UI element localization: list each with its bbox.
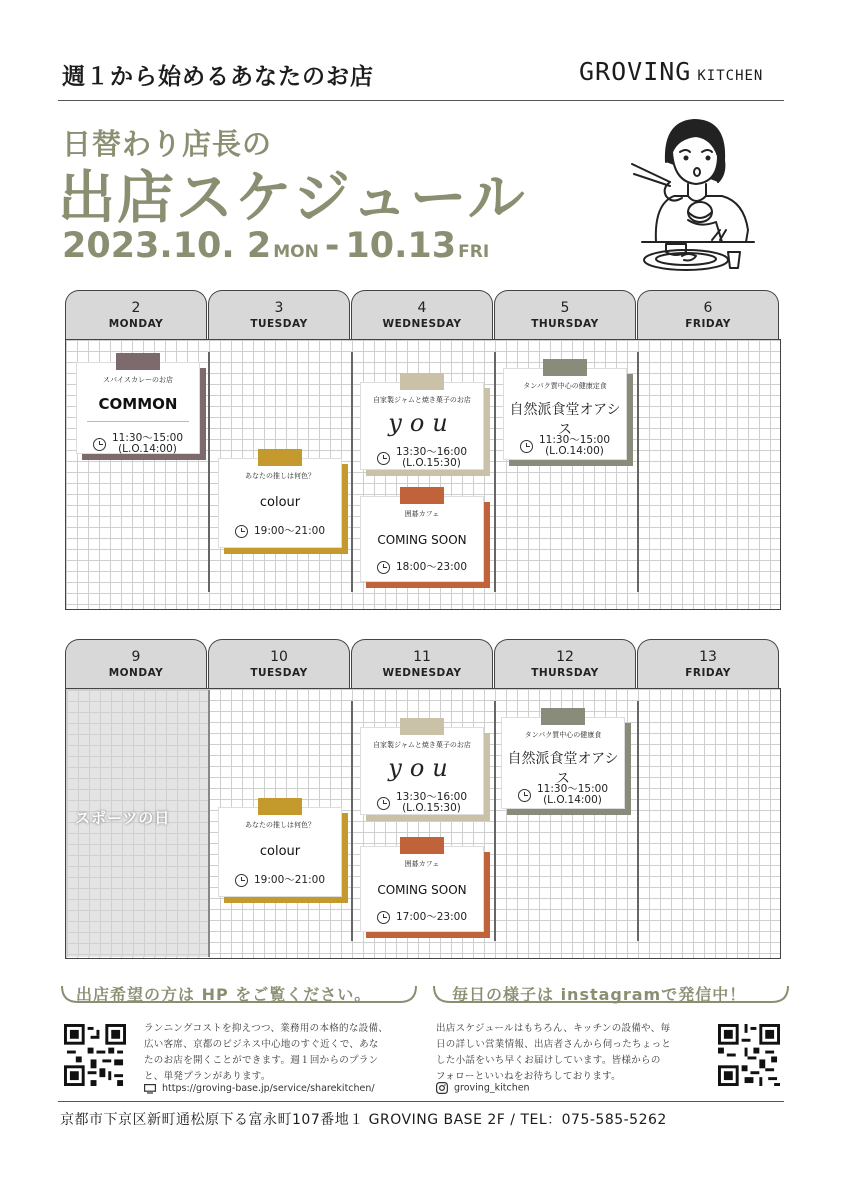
day-number: 3: [274, 300, 284, 316]
shop-card-you: [360, 727, 484, 815]
tape: [400, 718, 444, 735]
shop-card-colour: [218, 458, 342, 548]
right-description-line: フォローといいねをお待ちしております。: [436, 1071, 621, 1082]
opening-hours: [219, 525, 341, 538]
page-title: 出店スケジュール: [58, 165, 527, 231]
clock-icon: [518, 789, 531, 802]
clock-icon: [377, 797, 390, 810]
brand-logo: [579, 57, 763, 86]
day-number: 9: [131, 649, 141, 665]
hp-link[interactable]: [144, 1083, 375, 1094]
column-divider: [637, 701, 639, 941]
day-name: TUESDAY: [250, 667, 308, 679]
day-name: FRIDAY: [685, 318, 731, 330]
day-tab: [494, 290, 636, 340]
day-name: MONDAY: [108, 318, 164, 330]
column-divider: [351, 352, 353, 592]
shop-name: colour: [259, 844, 301, 859]
holiday-label: スポーツの日: [75, 809, 171, 827]
day-tab: [637, 290, 779, 340]
day-name: FRIDAY: [685, 667, 731, 679]
last-order: (L.O.14:00): [118, 443, 177, 456]
date-separator: -: [324, 226, 340, 266]
clock-icon: [235, 525, 248, 538]
day-number: 4: [417, 300, 427, 316]
shop-card-common: [76, 362, 200, 454]
schedule-grid: [65, 339, 781, 610]
shop-description: 囲碁カフェ: [404, 510, 440, 518]
clock-icon: [93, 438, 106, 451]
top-divider: [58, 100, 784, 101]
last-order: (L.O.14:00): [543, 794, 602, 807]
shop-description: 自家製ジャムと焼き菓子のお店: [373, 396, 471, 404]
clock-icon: [377, 561, 390, 574]
shop-description: あなたの推しは何色？: [245, 472, 315, 480]
shop-description: タンパク質中心の健康定食: [523, 382, 607, 390]
right-description-line: 日の詳しい営業情報、出店者さんから伺ったちょっと: [436, 1039, 672, 1050]
last-order: (L.O.15:30): [402, 457, 461, 470]
opening-hours: [361, 447, 483, 469]
shop-description: あなたの推しは何色？: [245, 821, 315, 829]
day-number: 2: [131, 300, 141, 316]
instagram-qr-code[interactable]: [718, 1024, 780, 1086]
shop-card-oasis: [503, 368, 627, 460]
clock-icon: [377, 452, 390, 465]
divider: [87, 421, 189, 422]
shop-card-igo-cafe: [360, 496, 484, 582]
brand-sub: KITCHEN: [697, 68, 764, 84]
opening-hours: [361, 561, 483, 574]
day-name: THURSDAY: [531, 318, 599, 330]
time-range: 13:30〜16:00: [395, 446, 468, 458]
clock-icon: [377, 911, 390, 924]
day-tab: [208, 290, 350, 340]
right-heading: 毎日の様子は instagramで発信中！: [452, 985, 747, 1004]
day-number: 12: [556, 649, 574, 665]
holiday-column: [67, 690, 208, 957]
day-number: 6: [703, 300, 713, 316]
time-range: 13:30〜16:00: [395, 791, 468, 803]
end-date: 10.13: [345, 226, 457, 266]
left-heading: 出店希望の方は HP をご覧ください。: [76, 985, 372, 1004]
opening-hours: [77, 433, 199, 455]
clock-icon: [520, 440, 533, 453]
left-description: [144, 1021, 388, 1085]
shop-card-colour: [218, 807, 342, 897]
opening-hours: [219, 874, 341, 887]
time-range: 11:30〜15:00: [536, 783, 609, 795]
last-order: (L.O.15:30): [402, 802, 461, 815]
opening-hours: [502, 784, 624, 806]
shop-card-igo-cafe: [360, 846, 484, 932]
end-dow: FRI: [458, 242, 490, 262]
shop-name: COMMON: [98, 395, 178, 413]
time-range: 18:00〜23:00: [395, 560, 468, 573]
shop-name: 自然派食堂オアシス: [509, 402, 621, 438]
right-description-line: した小話をいち早くお届けしています。皆様からの: [436, 1055, 661, 1066]
start-date: 2023.10. 2: [62, 226, 272, 266]
shop-name: you: [388, 409, 456, 437]
instagram-icon: [436, 1082, 448, 1094]
tape: [541, 708, 585, 725]
right-description-line: 出店スケジュールはもちろん、キッチンの設備や、毎: [436, 1023, 671, 1034]
opening-hours: [361, 911, 483, 924]
instagram-link[interactable]: [436, 1082, 530, 1094]
column-divider: [494, 352, 496, 592]
time-range: 17:00〜23:00: [395, 910, 468, 923]
shop-card-you: [360, 382, 484, 470]
shop-name: colour: [259, 495, 301, 510]
left-description-line: たのお店を開くことができます。週１回からのプラン: [144, 1055, 379, 1066]
time-range: 19:00〜21:00: [253, 524, 326, 537]
start-dow: MON: [273, 242, 319, 262]
day-tab: [351, 290, 493, 340]
schedule-grid: [65, 688, 781, 959]
subtitle: 日替わり店長の: [62, 127, 273, 161]
week-1-calendar: [65, 290, 781, 610]
day-number: 11: [413, 649, 431, 665]
column-divider: [351, 701, 353, 941]
day-tab: [637, 639, 779, 689]
day-name: TUESDAY: [250, 318, 308, 330]
week-2-calendar: [65, 639, 781, 959]
day-name: MONDAY: [108, 667, 164, 679]
left-description-line: 広い客席、京都のビジネス中心地のすぐ近くで、あな: [144, 1039, 379, 1050]
shop-name: you: [388, 754, 456, 782]
day-tab: [494, 639, 636, 689]
left-description-line: と、単発プランがあります。: [144, 1071, 271, 1082]
tagline: 週１から始めるあなたのお店: [62, 64, 374, 90]
day-tab: [351, 639, 493, 689]
day-name: THURSDAY: [531, 667, 599, 679]
shop-description: スパイスカレーのお店: [103, 376, 173, 384]
clock-icon: [235, 874, 248, 887]
day-number: 10: [270, 649, 288, 665]
column-divider: [208, 690, 210, 957]
column-divider: [208, 352, 210, 592]
day-tab: [65, 290, 207, 340]
day-tab: [65, 639, 207, 689]
opening-hours: [361, 792, 483, 814]
shop-name: COMING SOON: [377, 883, 467, 897]
woman-eating-illustration: [626, 112, 756, 277]
address: 京都市下京区新町通松原下る富永町107番地１ GROVING BASE 2F / TEL：075-585-5262: [60, 1112, 667, 1128]
opening-hours: [504, 435, 626, 457]
right-description: [436, 1021, 671, 1085]
tape: [400, 837, 444, 854]
tape: [116, 353, 160, 370]
hp-url[interactable]: https://groving-base.jp/service/sharekitchen/: [162, 1083, 375, 1094]
shop-description: 囲碁カフェ: [404, 860, 440, 868]
time-range: 19:00〜21:00: [253, 873, 326, 886]
shop-description: 自家製ジャムと焼き菓子のお店: [373, 741, 471, 749]
last-order: (L.O.14:00): [545, 445, 604, 458]
monitor-icon: [144, 1084, 156, 1094]
day-number: 5: [560, 300, 570, 316]
hp-qr-code[interactable]: [64, 1024, 126, 1086]
shop-description: タンパク質中心の健康食: [524, 731, 602, 739]
tape: [543, 359, 587, 376]
column-divider: [494, 701, 496, 941]
tape: [258, 449, 302, 466]
shop-name: 自然派食堂オアシス: [507, 751, 619, 787]
bottom-divider: [58, 1101, 784, 1102]
column-divider: [637, 352, 639, 592]
day-number: 13: [699, 649, 717, 665]
tape: [400, 487, 444, 504]
time-range: 11:30〜15:00: [111, 432, 184, 444]
day-name: WEDNESDAY: [382, 318, 462, 330]
day-tab: [208, 639, 350, 689]
left-description-line: ランニングコストを抑えつつ、業務用の本格的な設備、: [144, 1023, 389, 1034]
time-range: 11:30〜15:00: [538, 434, 611, 446]
shop-card-oasis: [501, 717, 625, 809]
brand-main: GROVING: [579, 57, 692, 86]
instagram-handle[interactable]: groving_kitchen: [454, 1082, 530, 1094]
day-name: WEDNESDAY: [382, 667, 462, 679]
shop-name: COMING SOON: [377, 533, 467, 547]
date-range: [62, 226, 489, 266]
tape: [400, 373, 444, 390]
tape: [258, 798, 302, 815]
